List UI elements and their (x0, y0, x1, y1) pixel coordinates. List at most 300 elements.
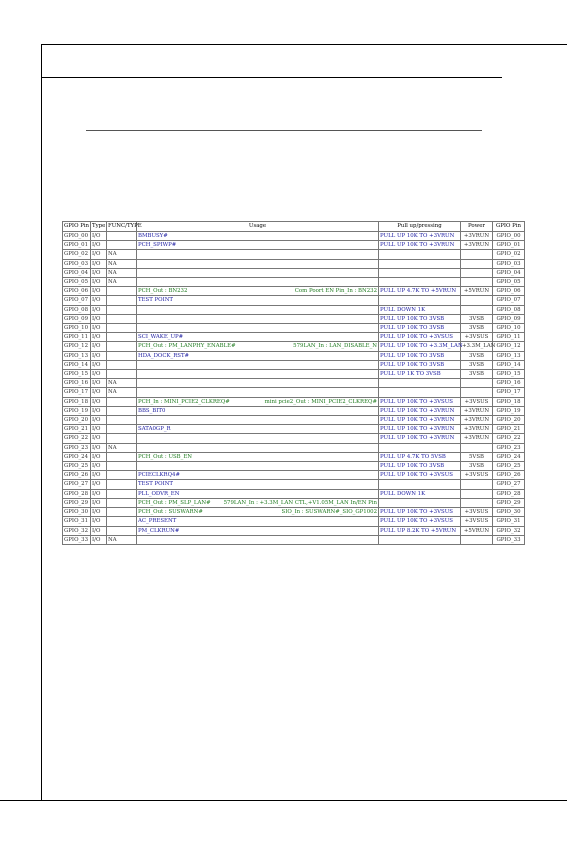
table-body (63, 232, 525, 545)
cell-gpio-pin-2: GPIO_14 (493, 360, 525, 369)
usage-primary: SCI_WAKE_UP# (138, 334, 184, 341)
cell-gpio-pin: GPIO_15 (63, 370, 91, 379)
table-row (63, 342, 525, 351)
cell-power (461, 388, 493, 397)
usage-primary: TEST POINT (138, 297, 174, 304)
cell-pull-up (379, 278, 461, 287)
cell-type: I/O (91, 305, 107, 314)
header-rule (41, 77, 502, 78)
cell-usage (137, 517, 379, 526)
cell-type: I/O (91, 535, 107, 544)
cell-gpio-pin-2: GPIO_29 (493, 498, 525, 507)
cell-gpio-pin: GPIO_12 (63, 342, 91, 351)
cell-usage (137, 452, 379, 461)
cell-gpio-pin-2: GPIO_24 (493, 452, 525, 461)
cell-func-type (107, 471, 137, 480)
cell-gpio-pin-2: GPIO_07 (493, 296, 525, 305)
cell-power: +3VRUN (461, 232, 493, 241)
cell-gpio-pin: GPIO_25 (63, 462, 91, 471)
cell-usage (137, 342, 379, 351)
cell-power (461, 443, 493, 452)
cell-gpio-pin: GPIO_20 (63, 416, 91, 425)
table-row (63, 351, 525, 360)
cell-usage (137, 388, 379, 397)
table-row (63, 462, 525, 471)
cell-gpio-pin-2: GPIO_13 (493, 351, 525, 360)
cell-pull-up: PULL UP 4.7K TO +5VRUN (379, 287, 461, 296)
cell-type: I/O (91, 443, 107, 452)
page-bottom-rule (0, 800, 567, 801)
cell-power: +5VRUN (461, 526, 493, 535)
usage-primary: PCH_Out : USB_EN (138, 453, 192, 460)
cell-gpio-pin: GPIO_32 (63, 526, 91, 535)
cell-power (461, 480, 493, 489)
cell-gpio-pin-2: GPIO_00 (493, 232, 525, 241)
table-row (63, 388, 525, 397)
table-row (63, 498, 525, 507)
cell-power: +5VRUN (461, 287, 493, 296)
cell-type: I/O (91, 416, 107, 425)
table-row (63, 443, 525, 452)
cell-func-type (107, 305, 137, 314)
cell-pull-up: PULL UP 10K TO +3VSUS (379, 517, 461, 526)
table-row (63, 333, 525, 342)
cell-gpio-pin-2: GPIO_22 (493, 434, 525, 443)
usage-primary: TEST POINT (138, 481, 174, 488)
cell-func-type (107, 526, 137, 535)
cell-type: I/O (91, 287, 107, 296)
usage-primary: AC_PRESENT (138, 518, 177, 525)
cell-func-type (107, 489, 137, 498)
cell-usage (137, 443, 379, 452)
cell-func-type (107, 406, 137, 415)
cell-type: I/O (91, 351, 107, 360)
table-row (63, 241, 525, 250)
cell-type: I/O (91, 232, 107, 241)
cell-usage (137, 498, 379, 507)
cell-gpio-pin: GPIO_18 (63, 397, 91, 406)
cell-type: I/O (91, 333, 107, 342)
table-row (63, 406, 525, 415)
cell-func-type (107, 333, 137, 342)
cell-gpio-pin-2: GPIO_25 (493, 462, 525, 471)
cell-type: I/O (91, 489, 107, 498)
cell-power (461, 379, 493, 388)
cell-func-type (107, 296, 137, 305)
cell-power (461, 498, 493, 507)
cell-pull-up: PULL UP 10K TO +3VRUN (379, 406, 461, 415)
cell-power (461, 489, 493, 498)
cell-pull-up: PULL UP 10K TO 3VSB (379, 462, 461, 471)
table-row (63, 296, 525, 305)
cell-type: I/O (91, 471, 107, 480)
header-gpio-pin-2: GPIO Pin (493, 222, 525, 232)
cell-gpio-pin: GPIO_23 (63, 443, 91, 452)
cell-pull-up: PULL UP 10K TO +3VRUN (379, 434, 461, 443)
cell-gpio-pin-2: GPIO_23 (493, 443, 525, 452)
cell-gpio-pin: GPIO_09 (63, 314, 91, 323)
cell-func-type (107, 517, 137, 526)
cell-gpio-pin: GPIO_14 (63, 360, 91, 369)
cell-gpio-pin-2: GPIO_10 (493, 324, 525, 333)
cell-gpio-pin-2: GPIO_31 (493, 517, 525, 526)
cell-gpio-pin-2: GPIO_30 (493, 508, 525, 517)
cell-pull-up: PULL UP 10K TO +3VSUS (379, 397, 461, 406)
cell-power: +3VSUS (461, 508, 493, 517)
cell-power: 3VSB (461, 462, 493, 471)
cell-usage (137, 508, 379, 517)
cell-power: +3.3M_LAN (462, 343, 496, 350)
cell-gpio-pin: GPIO_29 (63, 498, 91, 507)
table-row (63, 434, 525, 443)
cell-pull-up: PULL UP 10K TO 3VSB (379, 314, 461, 323)
cell-gpio-pin-2: GPIO_19 (493, 406, 525, 415)
cell-pull-up: PULL UP 10K TO +3VRUN (379, 241, 461, 250)
usage-primary: PCH_SPIWP# (138, 242, 177, 249)
cell-func-type (107, 480, 137, 489)
usage-primary: BBS_BIT0 (138, 407, 166, 414)
cell-gpio-pin-2: GPIO_03 (493, 259, 525, 268)
table-row (63, 287, 525, 296)
cell-usage (137, 351, 379, 360)
cell-power: +3VRUN (461, 425, 493, 434)
cell-usage (137, 314, 379, 323)
cell-type: I/O (91, 425, 107, 434)
cell-gpio-pin: GPIO_01 (63, 241, 91, 250)
header-pull-up: Pull up/pressing (379, 222, 461, 232)
table-row (63, 397, 525, 406)
cell-pull-up (379, 268, 461, 277)
table-row (63, 360, 525, 369)
cell-power (461, 278, 493, 287)
cell-usage (137, 370, 379, 379)
cell-gpio-pin: GPIO_17 (63, 388, 91, 397)
cell-gpio-pin-2: GPIO_32 (493, 526, 525, 535)
table-row (63, 416, 525, 425)
cell-func-type (107, 498, 137, 507)
table-row (63, 278, 525, 287)
page-left-rule (41, 44, 42, 801)
cell-pull-up: PULL UP 10K TO +3VSUS (379, 508, 461, 517)
cell-gpio-pin: GPIO_02 (63, 250, 91, 259)
table-row (63, 370, 525, 379)
cell-pull-up (379, 250, 461, 259)
cell-func-type (107, 232, 137, 241)
table-row (63, 259, 525, 268)
cell-func-type: NA (107, 250, 137, 259)
cell-type: I/O (91, 434, 107, 443)
cell-gpio-pin-2: GPIO_02 (493, 250, 525, 259)
usage-primary: PCIECLKRQ4# (138, 472, 180, 479)
cell-gpio-pin: GPIO_27 (63, 480, 91, 489)
cell-power: +3VRUN (461, 434, 493, 443)
cell-usage (137, 471, 379, 480)
usage-primary: PCH_In : MINI_PCIE2_CLKREQ# (138, 398, 230, 405)
cell-pull-up: PULL UP 1K TO 3VSB (379, 370, 461, 379)
cell-type: I/O (91, 517, 107, 526)
section-rule (86, 130, 482, 131)
cell-power: +3VSUS (461, 517, 493, 526)
cell-func-type (107, 360, 137, 369)
cell-type: I/O (91, 379, 107, 388)
cell-type: I/O (91, 324, 107, 333)
cell-pull-up (379, 443, 461, 452)
cell-gpio-pin-2: GPIO_08 (493, 305, 525, 314)
cell-type: I/O (91, 462, 107, 471)
cell-pull-up: PULL UP 10K TO +3VSUS (379, 471, 461, 480)
cell-power (461, 296, 493, 305)
usage-primary: PCH_Out : BN232 (138, 288, 188, 295)
cell-func-type (107, 434, 137, 443)
usage-primary: BMBUSY# (138, 233, 168, 239)
cell-gpio-pin-2: GPIO_12 (493, 342, 525, 351)
cell-usage (137, 526, 379, 535)
cell-pull-up: PULL UP 10K TO 3VSB (379, 360, 461, 369)
cell-usage (137, 324, 379, 333)
cell-usage (137, 259, 379, 268)
cell-usage (137, 489, 379, 498)
cell-usage (137, 305, 379, 314)
cell-usage (137, 379, 379, 388)
cell-type: I/O (91, 268, 107, 277)
cell-func-type (107, 416, 137, 425)
cell-power (461, 268, 493, 277)
cell-gpio-pin-2: GPIO_06 (493, 287, 525, 296)
cell-pull-up: PULL UP 10K TO +3VRUN (379, 425, 461, 434)
cell-gpio-pin: GPIO_28 (63, 489, 91, 498)
cell-gpio-pin-2: GPIO_26 (493, 471, 525, 480)
cell-type: I/O (91, 388, 107, 397)
cell-pull-up: PULL UP 10K TO +3VRUN (379, 416, 461, 425)
cell-type: I/O (91, 360, 107, 369)
cell-pull-up (379, 535, 461, 544)
usage-secondary: SIO_In : SUSWARN#_SIO_GP1002 (281, 509, 377, 516)
cell-gpio-pin-2: GPIO_04 (493, 268, 525, 277)
cell-power: +3VRUN (461, 406, 493, 415)
cell-usage (137, 360, 379, 369)
cell-func-type: NA (107, 259, 137, 268)
cell-usage (137, 241, 379, 250)
table-row (63, 314, 525, 323)
usage-primary: SATA0GP_R (138, 426, 171, 433)
cell-type: I/O (91, 508, 107, 517)
cell-gpio-pin: GPIO_21 (63, 425, 91, 434)
cell-usage (137, 480, 379, 489)
usage-primary: PCH_Out : PM_LANPHY_ENABLE# (138, 343, 236, 350)
cell-power (461, 250, 493, 259)
cell-gpio-pin: GPIO_06 (63, 287, 91, 296)
cell-usage (137, 296, 379, 305)
cell-usage (137, 425, 379, 434)
cell-pull-up (379, 259, 461, 268)
cell-func-type (107, 324, 137, 333)
usage-primary: PCH_Out : SUSWARN# (138, 509, 203, 516)
table-row (63, 480, 525, 489)
cell-gpio-pin-2: GPIO_17 (493, 388, 525, 397)
cell-pull-up: PULL UP 8.2K TO +5VRUN (379, 526, 461, 535)
cell-gpio-pin-2: GPIO_28 (493, 489, 525, 498)
cell-pull-up: PULL UP 10K TO 3VSB (379, 324, 461, 333)
cell-gpio-pin: GPIO_30 (63, 508, 91, 517)
cell-type: I/O (91, 406, 107, 415)
cell-gpio-pin-2: GPIO_05 (493, 278, 525, 287)
cell-gpio-pin: GPIO_13 (63, 351, 91, 360)
cell-func-type (107, 314, 137, 323)
cell-power: 3VSB (461, 370, 493, 379)
cell-gpio-pin: GPIO_11 (63, 333, 91, 342)
page-top-rule (41, 44, 567, 45)
cell-pull-up: PULL UP 10K TO +3.3M_LAN (380, 343, 463, 350)
cell-usage (137, 397, 379, 406)
table-row (63, 535, 525, 544)
cell-gpio-pin-2: GPIO_18 (493, 397, 525, 406)
cell-gpio-pin: GPIO_03 (63, 259, 91, 268)
cell-gpio-pin-2: GPIO_21 (493, 425, 525, 434)
cell-gpio-pin-2: GPIO_11 (493, 333, 525, 342)
cell-gpio-pin: GPIO_10 (63, 324, 91, 333)
cell-type: I/O (91, 250, 107, 259)
cell-func-type (107, 342, 137, 351)
cell-type: I/O (91, 278, 107, 287)
cell-func-type: NA (107, 443, 137, 452)
cell-usage (137, 250, 379, 259)
cell-type: I/O (91, 480, 107, 489)
cell-gpio-pin: GPIO_26 (63, 471, 91, 480)
cell-gpio-pin: GPIO_16 (63, 379, 91, 388)
table-row (63, 268, 525, 277)
cell-type: I/O (91, 259, 107, 268)
table-row (63, 517, 525, 526)
cell-func-type: NA (107, 278, 137, 287)
cell-gpio-pin: GPIO_33 (63, 535, 91, 544)
table-row (63, 508, 525, 517)
cell-type: I/O (91, 370, 107, 379)
cell-pull-up: PULL UP 10K TO +3VSUS (379, 333, 461, 342)
cell-func-type (107, 241, 137, 250)
cell-pull-up: PULL UP 10K TO 3VSB (379, 351, 461, 360)
table-row (63, 526, 525, 535)
cell-gpio-pin: GPIO_22 (63, 434, 91, 443)
cell-func-type: NA (107, 379, 137, 388)
header-gpio-pin: GPIO Pin (63, 222, 91, 232)
cell-usage (137, 232, 379, 241)
cell-gpio-pin: GPIO_08 (63, 305, 91, 314)
cell-usage (137, 333, 379, 342)
cell-gpio-pin-2: GPIO_16 (493, 379, 525, 388)
cell-type: I/O (91, 397, 107, 406)
header-type: Type (91, 222, 107, 232)
cell-func-type (107, 452, 137, 461)
usage-secondary: mini pcie2_Out : MINI_PCIE2_CLKREQ# (264, 398, 377, 405)
cell-usage (137, 462, 379, 471)
table-row (63, 232, 525, 241)
cell-gpio-pin: GPIO_31 (63, 517, 91, 526)
cell-pull-up (379, 480, 461, 489)
table-row (63, 324, 525, 333)
cell-func-type (107, 351, 137, 360)
cell-func-type (107, 370, 137, 379)
cell-gpio-pin: GPIO_07 (63, 296, 91, 305)
cell-power: 3VSB (461, 360, 493, 369)
cell-power: 5VSB (461, 452, 493, 461)
usage-primary: PM_CLKRUN# (138, 527, 180, 534)
cell-pull-up: PULL UP 10K TO +3VRUN (379, 232, 461, 241)
cell-usage (137, 406, 379, 415)
cell-power (461, 535, 493, 544)
cell-gpio-pin: GPIO_19 (63, 406, 91, 415)
cell-power: 3VSB (461, 314, 493, 323)
cell-power: 3VSB (461, 351, 493, 360)
cell-gpio-pin-2: GPIO_33 (493, 535, 525, 544)
cell-func-type: NA (107, 388, 137, 397)
table-row (63, 379, 525, 388)
cell-gpio-pin: GPIO_05 (63, 278, 91, 287)
cell-type: I/O (91, 314, 107, 323)
table-row (63, 471, 525, 480)
cell-gpio-pin-2: GPIO_20 (493, 416, 525, 425)
cell-power (461, 259, 493, 268)
cell-gpio-pin: GPIO_04 (63, 268, 91, 277)
cell-power: +3VRUN (461, 241, 493, 250)
cell-func-type (107, 397, 137, 406)
cell-gpio-pin-2: GPIO_01 (493, 241, 525, 250)
cell-pull-up (379, 498, 461, 507)
gpio-table (62, 221, 525, 545)
cell-func-type: NA (107, 268, 137, 277)
cell-gpio-pin: GPIO_00 (63, 232, 91, 241)
cell-gpio-pin-2: GPIO_27 (493, 480, 525, 489)
cell-type: I/O (91, 296, 107, 305)
cell-usage (137, 434, 379, 443)
table-row (63, 425, 525, 434)
cell-pull-up: PULL DOWN 1K (379, 489, 461, 498)
table-row (63, 305, 525, 314)
table-row (63, 250, 525, 259)
cell-power: +3VSUS (461, 397, 493, 406)
cell-gpio-pin: GPIO_24 (63, 452, 91, 461)
usage-primary: PLL_ODVR_EN (138, 490, 180, 497)
cell-pull-up: PULL UP 4.7K TO 5VSB (379, 452, 461, 461)
cell-pull-up: PULL DOWN 1K (379, 305, 461, 314)
cell-usage (137, 287, 379, 296)
cell-type: I/O (91, 241, 107, 250)
cell-gpio-pin-2: GPIO_15 (493, 370, 525, 379)
header-func-type: FUNC/TYPE (107, 222, 137, 232)
usage-primary: HDA_DOCK_RST# (138, 352, 190, 359)
table-row (63, 452, 525, 461)
cell-power (461, 305, 493, 314)
cell-func-type (107, 287, 137, 296)
cell-pull-up (379, 296, 461, 305)
cell-func-type (107, 462, 137, 471)
cell-pull-up (379, 379, 461, 388)
cell-gpio-pin-2: GPIO_09 (493, 314, 525, 323)
header-usage: Usage (137, 222, 379, 232)
cell-pull-up (379, 388, 461, 397)
usage-secondary: Com Poort EN Pin_In : BN232 (294, 288, 377, 295)
table-header-row (63, 222, 525, 232)
header-power: Power (461, 222, 493, 232)
usage-primary: PCH_Out : PM_SLP_LAN# (138, 499, 211, 506)
usage-secondary: 579LAN_In : LAN_DISABLE_N (293, 343, 377, 350)
cell-usage (137, 416, 379, 425)
usage-secondary: 579LAN_In : +3.3M_LAN CTL,+V1.05M_LAN In/EN Pin (223, 499, 377, 506)
cell-type: I/O (91, 342, 107, 351)
cell-usage (137, 278, 379, 287)
cell-func-type (107, 508, 137, 517)
cell-power: +3VSUS (461, 333, 493, 342)
cell-power: 3VSB (461, 324, 493, 333)
